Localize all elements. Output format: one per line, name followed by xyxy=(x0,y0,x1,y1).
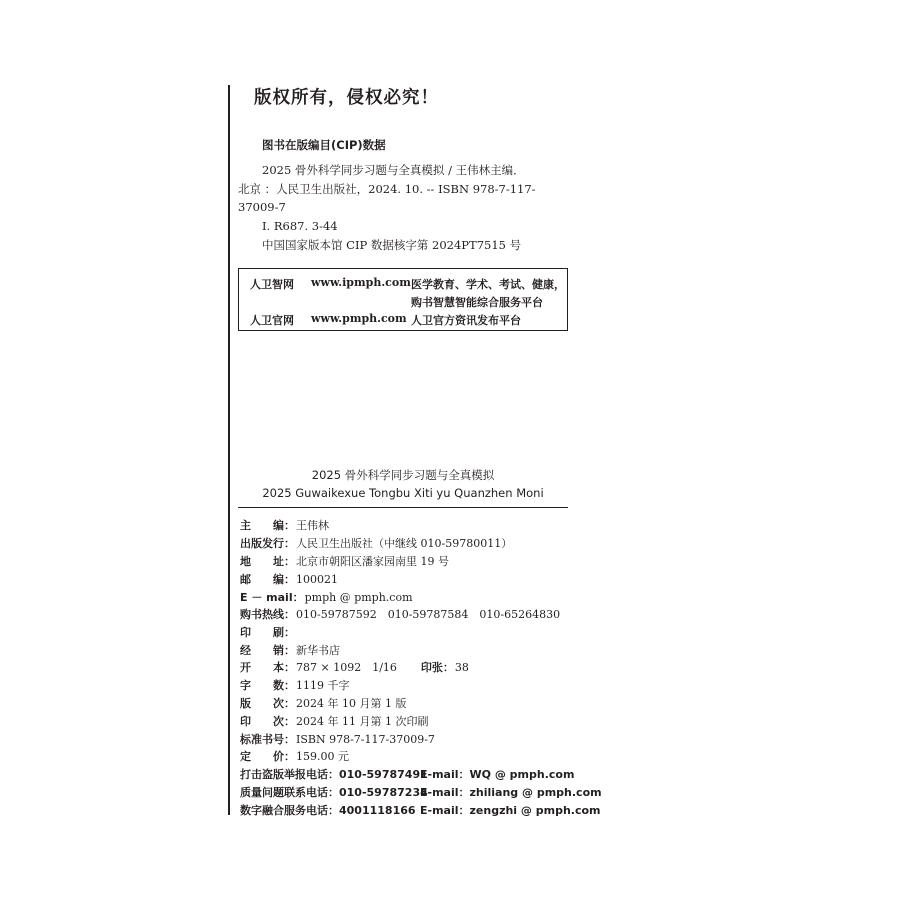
info-row-format xyxy=(240,659,469,675)
cip-line-1: 2025 骨外科学同步习题与全真模拟 / 王伟林主编． xyxy=(262,163,525,177)
website-url[interactable]: www.pmph.com xyxy=(311,312,407,325)
info-row-price xyxy=(240,748,349,764)
info-value: 人民卫生出版社（中继线 010-59780011） xyxy=(296,537,513,550)
info-value: 1119 千字 xyxy=(296,679,350,692)
website-box xyxy=(238,268,568,331)
info-row-editor xyxy=(240,517,329,533)
contact-row-piracy xyxy=(240,766,575,782)
info-value: ISBN 978-7-117-37009-7 xyxy=(296,733,435,746)
info-row-email xyxy=(240,589,413,605)
cip-line-2: 北京 ：人民卫生出版社，2024. 10. -- ISBN 978-7-117- xyxy=(238,182,536,196)
info-row-printer xyxy=(240,624,296,640)
info-row-edition xyxy=(240,695,406,711)
cip-line-5: 中国国家版本馆 CIP 数据核字第 2024PT7515 号 xyxy=(262,238,522,252)
info-value: 2024 年 10 月第 1 版 xyxy=(296,697,407,710)
website-desc: 人卫官方资讯发布平台 xyxy=(411,314,521,327)
info-label: 版 次： xyxy=(240,697,295,710)
cip-line-3: 37009-7 xyxy=(238,200,286,214)
info-label: 印张： xyxy=(420,661,454,674)
website-desc: 购书智慧智能综合服务平台 xyxy=(411,296,543,309)
info-label: 地 址： xyxy=(240,555,295,568)
info-label: 字 数： xyxy=(240,679,295,692)
book-title-chinese: 2025 骨外科学同步习题与全真模拟 xyxy=(311,468,495,482)
info-label: 经 销： xyxy=(240,644,295,657)
contact-row-quality xyxy=(240,784,602,800)
info-label: E － mail： xyxy=(240,591,304,604)
info-label: 开 本： xyxy=(240,661,295,674)
info-row-publisher xyxy=(240,535,512,551)
info-row-distributor xyxy=(240,642,340,658)
info-row-address xyxy=(240,553,449,569)
cip-title: 图书在版编目(CIP)数据 xyxy=(262,138,386,152)
info-label: 购书热线： xyxy=(240,608,295,621)
website-name: 人卫智网 xyxy=(250,278,294,291)
info-label: 主 编： xyxy=(240,519,295,532)
info-label: 出版发行： xyxy=(240,537,295,550)
contact-email[interactable]: E-mail：WQ @ pmph.com xyxy=(420,768,575,781)
website-name: 人卫官网 xyxy=(250,314,294,327)
info-value: 010-59787592 010-59787584 010-65264830 xyxy=(296,608,561,621)
info-row-postcode xyxy=(240,571,338,587)
info-value: 787 × 1092 1/16 xyxy=(296,661,397,674)
info-row-wordcount xyxy=(240,677,350,693)
info-label: 标准书号： xyxy=(240,733,295,746)
info-value: 北京市朝阳区潘家园南里 19 号 xyxy=(296,555,449,568)
info-label: 定 价： xyxy=(240,750,295,763)
info-row-isbn xyxy=(240,731,435,747)
book-title-pinyin: 2025 Guwaikexue Tongbu Xiti yu Quanzhen Moni xyxy=(262,486,544,500)
info-value: 新华书店 xyxy=(296,644,340,657)
contact-email[interactable]: E-mail：zhiliang @ pmph.com xyxy=(420,786,602,799)
website-desc: 医学教育、学术、考试、健康， xyxy=(411,278,565,291)
info-label: 邮 编： xyxy=(240,573,295,586)
contact-phone: 打击盗版举报电话：010-59787491 xyxy=(240,768,428,781)
info-value: 159.00 元 xyxy=(296,750,349,763)
website-url[interactable]: www.ipmph.com xyxy=(311,276,411,289)
info-value[interactable]: pmph @ pmph.com xyxy=(304,591,413,604)
cip-line-4: Ⅰ. R687. 3-44 xyxy=(262,219,338,233)
info-value: 38 xyxy=(454,661,469,674)
info-label: 印 刷： xyxy=(240,626,295,639)
contact-email[interactable]: E-mail：zengzhi @ pmph.com xyxy=(420,804,601,817)
copyright-notice: 版权所有，侵权必究！ xyxy=(254,88,439,108)
info-row-hotline xyxy=(240,606,560,622)
info-value: 王伟林 xyxy=(296,519,329,532)
contact-phone: 质量问题联系电话：010-59787234 xyxy=(240,786,428,799)
info-label: 印 次： xyxy=(240,715,295,728)
margin-rule xyxy=(228,85,230,815)
info-row-printing xyxy=(240,713,428,729)
title-divider xyxy=(238,507,568,508)
info-value: 2024 年 11 月第 1 次印刷 xyxy=(296,715,429,728)
info-value: 100021 xyxy=(296,573,338,586)
contact-phone: 数字融合服务电话：4001118166 xyxy=(240,804,416,817)
contact-row-digital xyxy=(240,802,601,818)
